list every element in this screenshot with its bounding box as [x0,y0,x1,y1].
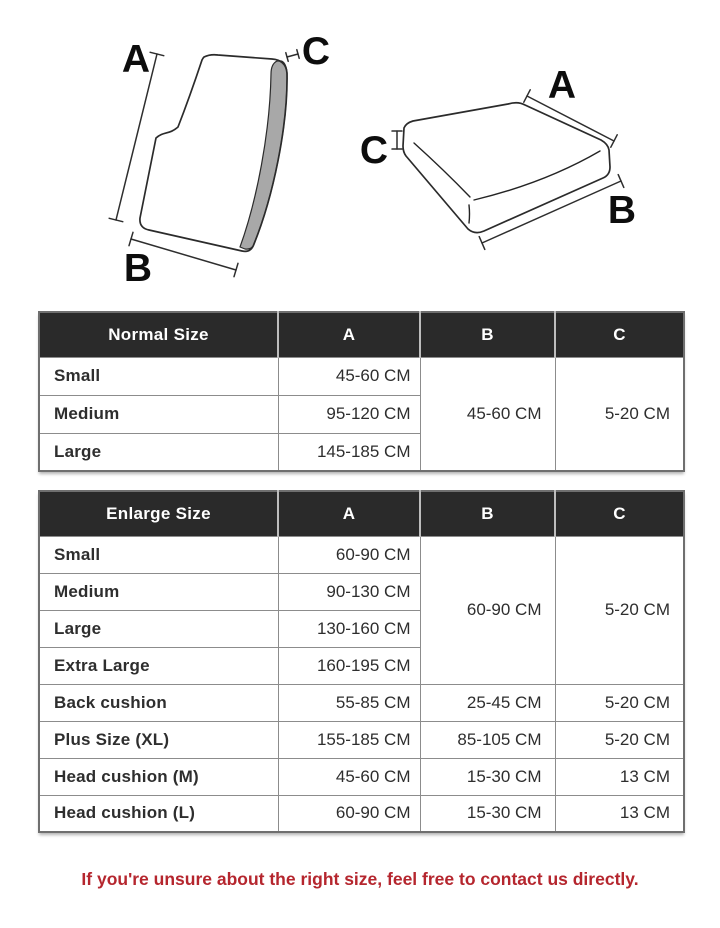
size-cell-a: 55-85 CM [278,684,420,721]
row-label: Large [39,433,278,471]
dim-tick [618,175,624,188]
dim-label-b: B [123,247,153,290]
row-label: Head cushion (M) [39,758,278,795]
contact-note: If you're unsure about the right size, feel free to contact us directly. [81,869,639,889]
table-header-row [39,312,684,357]
dim-line-b [482,181,621,243]
dim-label-a: A [547,64,577,107]
row-label: Small [39,536,278,573]
row-label: Back cushion [39,684,278,721]
table-row [39,536,684,573]
size-cell-c: 5-20 CM [555,684,684,721]
size-diagram-section [0,0,720,302]
size-cell-b: 15-30 CM [420,758,555,795]
size-cell-a: 45-60 CM [278,758,420,795]
dim-label-c: C [359,129,389,172]
size-cell-a: 155-185 CM [278,721,420,758]
table-title: Normal Size [39,312,278,357]
table-row [39,758,684,795]
size-cell-a: 130-160 CM [278,610,420,647]
size-cell-a: 95-120 CM [278,395,420,433]
row-label: Medium [39,395,278,433]
cushion-corner-crease [469,205,470,223]
dim-tick [524,90,530,102]
size-cell-a: 145-185 CM [278,433,420,471]
size-cell-b: 25-45 CM [420,684,555,721]
size-cell-c: 13 CM [555,758,684,795]
column-header-c: C [555,312,684,357]
cushion-front-right-seam [474,151,600,200]
table-row [39,357,684,395]
size-cell-c: 5-20 CM [555,721,684,758]
size-cell-b-merged: 45-60 CM [420,357,555,471]
size-cell-b: 15-30 CM [420,795,555,832]
table-header-row [39,491,684,536]
size-cell-a: 45-60 CM [278,357,420,395]
size-cell-a: 160-195 CM [278,647,420,684]
table-title: Enlarge Size [39,491,278,536]
row-label: Plus Size (XL) [39,721,278,758]
table-row [39,721,684,758]
dim-label-a: A [121,38,151,81]
dim-tick [479,237,485,250]
dim-label-b: B [607,189,637,232]
size-cell-c: 13 CM [555,795,684,832]
table-row [39,684,684,721]
dim-tick [611,135,617,147]
column-header-b: B [420,491,555,536]
seat-cushion-diagram [360,64,636,249]
size-cell-c-merged: 5-20 CM [555,536,684,684]
size-cell-a: 60-90 CM [278,536,420,573]
normal-size-table [38,311,685,472]
cushion-diagrams-svg [0,0,720,302]
row-label: Medium [39,573,278,610]
size-cell-c-merged: 5-20 CM [555,357,684,471]
dim-label-c: C [301,30,331,73]
column-header-b: B [420,312,555,357]
row-label: Small [39,357,278,395]
size-cell-b: 85-105 CM [420,721,555,758]
row-label: Extra Large [39,647,278,684]
table-row [39,795,684,832]
dim-line-c [287,54,298,57]
cover-thickness-strip [240,61,287,249]
enlarge-size-table [38,490,685,833]
back-cushion-cover-diagram [109,30,330,290]
column-header-a: A [278,491,420,536]
size-cell-a: 60-90 CM [278,795,420,832]
cushion-front-left-seam [414,143,470,197]
row-label: Large [39,610,278,647]
size-tables [0,302,720,833]
column-header-c: C [555,491,684,536]
row-label: Head cushion (L) [39,795,278,832]
size-cell-a: 90-130 CM [278,573,420,610]
column-header-a: A [278,312,420,357]
size-cell-b-merged: 60-90 CM [420,536,555,684]
